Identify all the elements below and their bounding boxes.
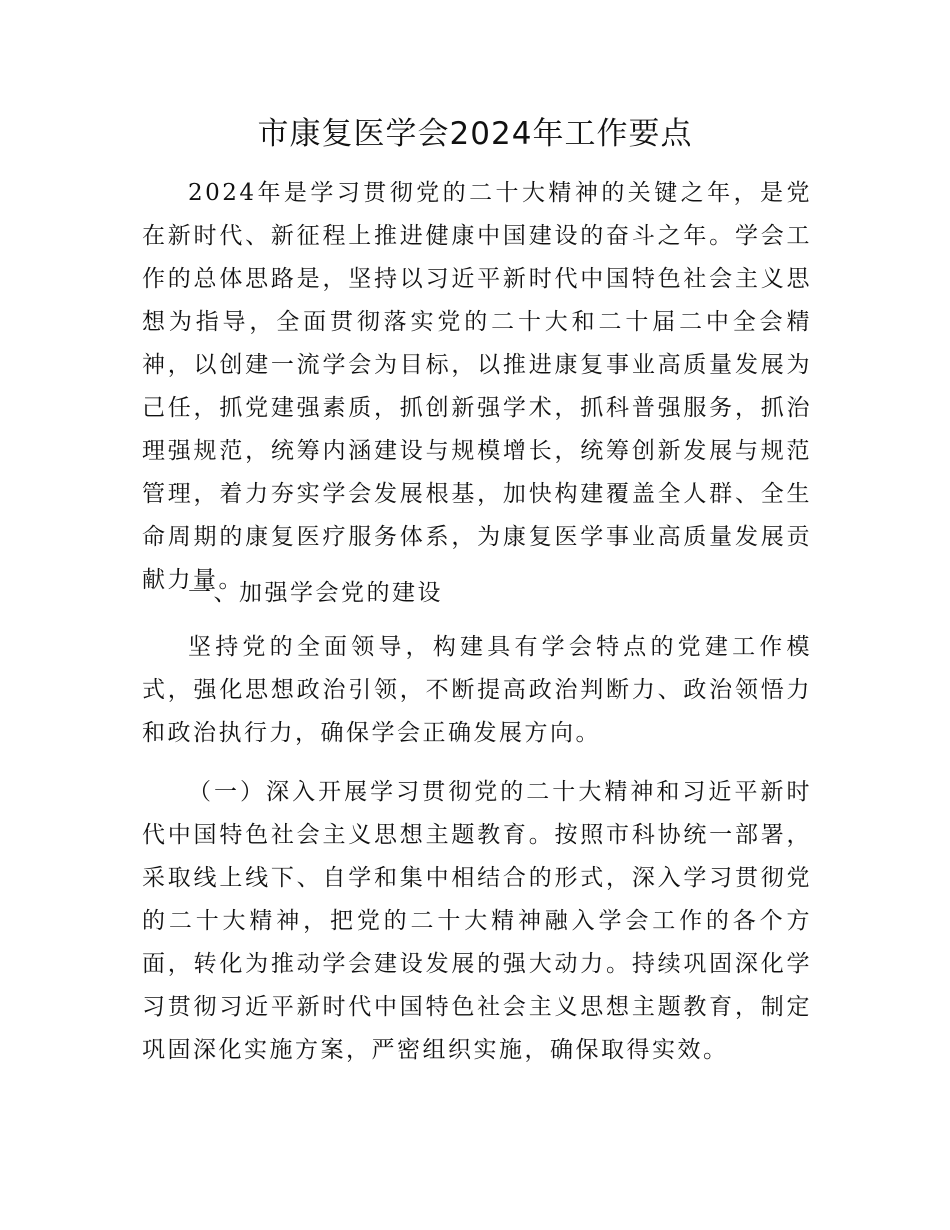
section-heading-party-building: 一、加强学会党的建设 — [188, 580, 443, 606]
intro-paragraph: 2024年是学习贯彻党的二十大精神的关键之年，是党在新时代、新征程上推进健康中国建设的奋斗之年。学会工作的总体思路是，坚持以习近平新时代中国特色社会主义思想为指导，全面贯彻落实党的二十大和二十届二中全会精神，以创建一流学会为目标，以推进康复事业高质量发展为己任，抓党建强素质，抓创新强学术，抓科普强服务，抓治理强规范，统筹内涵建设与规模增长，统筹创新发展与规范管理，着力夯实学会发展根基，加快构建覆盖全人群、全生命周期的康复医疗服务体系，为康复医学事业高质量发展贡献力量。 — [142, 180, 812, 593]
item-paragraph-theme-education: （一）深入开展学习贯彻党的二十大精神和习近平新时代中国特色社会主义思想主题教育。按照市科协统一部署，采取线上线下、自学和集中相结合的形式，深入学习贯彻党的二十大精神，把党的二十大精神融入学会工作的各个方面，转化为推动学会建设发展的强大动力。持续巩固深化学习贯彻习近平新时代中国特色社会主义思想主题教育，制定巩固深化实施方案，严密组织实施，确保取得实效。 — [142, 779, 812, 1063]
document-title: 市康复医学会2024年工作要点 — [257, 116, 693, 152]
section-paragraph-party-building: 坚持党的全面领导，构建具有学会特点的党建工作模式，强化思想政治引领，不断提高政治判断力、政治领悟力和政治执行力，确保学会正确发展方向。 — [142, 634, 812, 746]
